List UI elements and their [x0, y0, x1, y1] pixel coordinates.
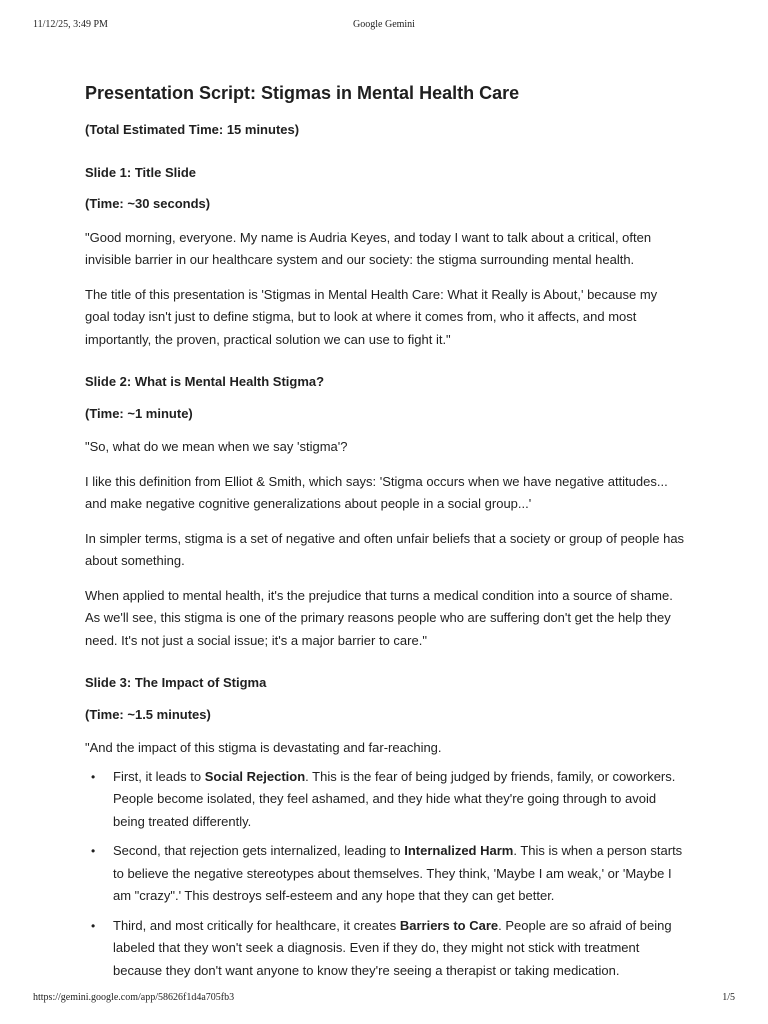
slide-time: (Time: ~30 seconds) — [85, 196, 211, 211]
document-title: Presentation Script: Stigmas in Mental Health Care — [85, 83, 520, 103]
print-page-title: Google Gemini — [353, 19, 415, 30]
paragraph: "And the impact of this stigma is devastating and far-reaching. — [85, 740, 442, 755]
bullet-icon: • — [91, 918, 96, 933]
page-number: 1/5 — [722, 992, 735, 1003]
print-footer — [33, 992, 735, 1006]
bullet-icon: • — [91, 769, 96, 784]
page-url: https://gemini.google.com/app/58626f1d4a705fb3 — [33, 992, 235, 1003]
bullet-icon: • — [91, 844, 96, 858]
list-item: • First, it leads to Social Rejection. This is the fear of being judged by friends, family, or coworkers. People become isolated, they feel ashamed, and they hide what they're going through to avoid being treated differently. — [85, 766, 685, 834]
slide-heading: Slide 1: Title Slide — [85, 164, 197, 180]
emphasis: Barriers to Care — [399, 917, 499, 933]
slide-1-section — [85, 162, 685, 352]
print-datetime: 11/12/25, 3:49 PM — [33, 19, 108, 30]
impact-list — [85, 766, 685, 983]
list-item: • Third, and most critically for healthcare, it creates Barriers to Care. People are so afraid of being labeled that they won't seek a diagnosis. Even if they do, they might not stick with treatment because they don't want anyone to know they're seeing a therapist or taking medication. — [85, 915, 685, 983]
slide-3-section — [85, 672, 685, 982]
paragraph: When applied to mental health, it's the prejudice that turns a medical condition into a source of shame. As we'll see, this stigma is one of the primary reasons people who are suffering don't get the help they need. It's not just a social issue; it's a major barrier to care." — [85, 587, 673, 648]
paragraph: "So, what do we mean when we say 'stigma'? — [85, 439, 348, 454]
slide-heading: Slide 2: What is Mental Health Stigma? — [85, 374, 325, 389]
document-body — [85, 80, 685, 989]
slide-time: (Time: ~1 minute) — [85, 405, 193, 421]
paragraph: I like this definition from Elliot & Smith, which says: 'Stigma occurs when we have negative attitudes... and make negative cognitive generalizations about people in a social group...' — [85, 473, 668, 511]
paragraph: The title of this presentation is 'Stigmas in Mental Health Care: What it Really is About,' because my goal today isn't just to define stigma, but to look at where it comes from, who it affects, and most importantly, the proven, practical solution we can use to fight it." — [85, 286, 658, 347]
print-header — [33, 19, 735, 33]
total-time: (Total Estimated Time: 15 minutes) — [85, 122, 300, 137]
emphasis: Internalized Harm — [404, 843, 514, 858]
paragraph: "Good morning, everyone. My name is Audria Keyes, and today I want to talk about a critical, often invisible barrier in our healthcare system and our society: the stigma surrounding mental health. — [85, 229, 652, 267]
slide-2-section — [85, 371, 685, 652]
list-item: • Second, that rejection gets internalized, leading to Internalized Harm. This is when a person starts to believe the negative stereotypes about themselves. They think, 'Maybe I am weak,' or 'Maybe I am "crazy".' This destroys self-esteem and any hope that they can get better. — [85, 840, 685, 908]
emphasis: Social Rejection — [204, 768, 306, 784]
slide-time: (Time: ~1.5 minutes) — [85, 706, 211, 722]
slide-heading: Slide 3: The Impact of Stigma — [85, 675, 267, 690]
paragraph: In simpler terms, stigma is a set of negative and often unfair beliefs that a society or group of people has about something. — [85, 530, 685, 568]
